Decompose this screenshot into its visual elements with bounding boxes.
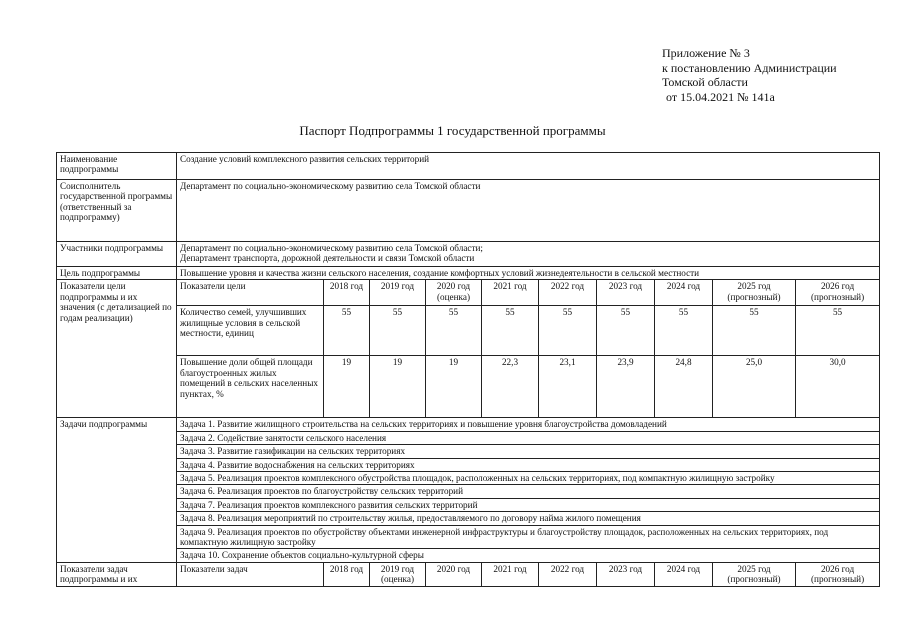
task-header-cell: 2025 год (прогнозный)	[713, 562, 796, 586]
task-item: Задача 9. Реализация проектов по обустройству объектами инженерной инфраструктуры и благоустройству площадок, расположенных на сельских территориях, под компактную жилищную застройку	[177, 525, 880, 549]
appendix-line-4: от 15.04.2021 № 141а	[666, 89, 775, 104]
task-header-cell: 2019 год (оценка)	[370, 562, 426, 586]
goal-value: Повышение уровня и качества жизни сельского населения, создание комфортных условий жизнедеятельности в сельской местности	[177, 267, 880, 280]
appendix-line-1: Приложение № 3	[662, 46, 750, 60]
coexecutor-label: Соисполнитель государственной программы (ответственный за подпрограмму)	[57, 180, 177, 242]
participants-value	[177, 242, 880, 267]
name-value: Создание условий комплексного развития сельских территорий	[177, 153, 880, 180]
participant-2: Департамент транспорта, дорожной деятельности и связи Томской области	[180, 253, 475, 264]
task-header-cell: 2026 год (прогнозный)	[796, 562, 880, 586]
goal-indicator-value: 55	[655, 306, 713, 356]
goal-header-cell: 2018 год	[324, 280, 370, 306]
goal-header-cell: 2022 год	[539, 280, 597, 306]
goal-label: Цель подпрограммы	[57, 267, 177, 280]
participants-label: Участники подпрограммы	[57, 242, 177, 267]
goal-indicators-header	[57, 280, 880, 306]
task-header-cell: 2020 год	[426, 562, 482, 586]
goal-indicator-value: 23,1	[539, 356, 597, 418]
appendix-line-2: к постановлению Администрации	[662, 60, 837, 75]
row-coexecutor	[57, 180, 880, 242]
task-row	[57, 431, 880, 444]
task-indicators-label: Показатели задач подпрограммы и их	[57, 562, 177, 586]
task-row	[57, 498, 880, 511]
task-item: Задача 4. Развитие водоснабжения на сельских территориях	[177, 458, 880, 471]
goal-indicator-value: 55	[539, 306, 597, 356]
task-item: Задача 2. Содействие занятости сельского населения	[177, 431, 880, 444]
task-item: Задача 10. Сохранение объектов социально-культурной сферы	[177, 549, 880, 562]
goal-indicators-label: Показатели цели подпрограммы и их значения (с детализацией по годам реализации)	[57, 280, 177, 418]
goal-indicator-value: 55	[597, 306, 655, 356]
goal-indicator-value: 30,0	[796, 356, 880, 418]
goal-indicator-value: 55	[796, 306, 880, 356]
goal-header-cell: 2024 год	[655, 280, 713, 306]
task-header-cell: 2018 год	[324, 562, 370, 586]
task-indicators-header	[57, 562, 880, 586]
row-goal	[57, 267, 880, 280]
task-item: Задача 1. Развитие жилищного строительства на сельских территориях и повышение уровня благоустройства домовладений	[177, 418, 880, 431]
goal-header-cell: Показатели цели	[177, 280, 324, 306]
task-row	[57, 472, 880, 485]
task-row	[57, 512, 880, 525]
goal-indicator-value: 19	[426, 356, 482, 418]
task-header-cell: 2022 год	[539, 562, 597, 586]
task-header-cell: 2024 год	[655, 562, 713, 586]
goal-header-cell: 2019 год	[370, 280, 426, 306]
task-item: Задача 6. Реализация проектов по благоустройству сельских территорий	[177, 485, 880, 498]
goal-indicator-name: Повышение доли общей площади благоустроенных жилых помещений в сельских населенных пунктах, %	[177, 356, 324, 418]
goal-indicator-row	[57, 356, 880, 418]
task-row	[57, 445, 880, 458]
goal-indicator-value: 55	[370, 306, 426, 356]
coexecutor-value: Департамент по социально-экономическому развитию села Томской области	[177, 180, 880, 242]
task-header-cell: Показатели задач	[177, 562, 324, 586]
task-item: Задача 8. Реализация мероприятий по строительству жилья, предоставляемого по договору найма жилого помещения	[177, 512, 880, 525]
task-row	[57, 418, 880, 431]
goal-header-cell: 2020 год (оценка)	[426, 280, 482, 306]
task-header-cell: 2021 год	[482, 562, 539, 586]
goal-indicator-value: 55	[324, 306, 370, 356]
task-header-cell: 2023 год	[597, 562, 655, 586]
goal-indicator-value: 25,0	[713, 356, 796, 418]
appendix-line-3: Томской области	[662, 75, 748, 89]
goal-indicator-name: Количество семей, улучшивших жилищные условия в сельской местности, единиц	[177, 306, 324, 356]
row-participants	[57, 242, 880, 267]
goal-header-cell: 2025 год (прогнозный)	[713, 280, 796, 306]
passport-table	[56, 152, 880, 587]
row-name	[57, 153, 880, 180]
goal-indicator-value: 19	[324, 356, 370, 418]
goal-header-cell: 2026 год (прогнозный)	[796, 280, 880, 306]
participant-1: Департамент по социально-экономическому развитию села Томской области;	[180, 243, 483, 253]
goal-indicator-value: 23,9	[597, 356, 655, 418]
task-row	[57, 549, 880, 562]
goal-indicator-value: 24,8	[655, 356, 713, 418]
goal-indicator-value: 55	[713, 306, 796, 356]
name-label: Наименование подпрограммы	[57, 153, 177, 180]
document-title: Паспорт Подпрограммы 1 государственной программы	[299, 123, 606, 138]
task-item: Задача 7. Реализация проектов комплексного развития сельских территорий	[177, 498, 880, 511]
goal-indicator-row	[57, 306, 880, 356]
goal-header-cell: 2023 год	[597, 280, 655, 306]
goal-indicator-value: 22,3	[482, 356, 539, 418]
goal-indicator-value: 55	[426, 306, 482, 356]
tasks-label: Задачи подпрограммы	[57, 418, 177, 562]
task-row	[57, 485, 880, 498]
task-item: Задача 5. Реализация проектов комплексного обустройства площадок, расположенных на сельских территориях, под компактную жилищную застройку	[177, 472, 880, 485]
task-item: Задача 3. Развитие газификации на сельских территориях	[177, 445, 880, 458]
goal-indicator-value: 19	[370, 356, 426, 418]
task-row	[57, 458, 880, 471]
appendix-block	[662, 46, 837, 104]
task-row	[57, 525, 880, 549]
goal-indicator-value: 55	[482, 306, 539, 356]
goal-header-cell: 2021 год	[482, 280, 539, 306]
